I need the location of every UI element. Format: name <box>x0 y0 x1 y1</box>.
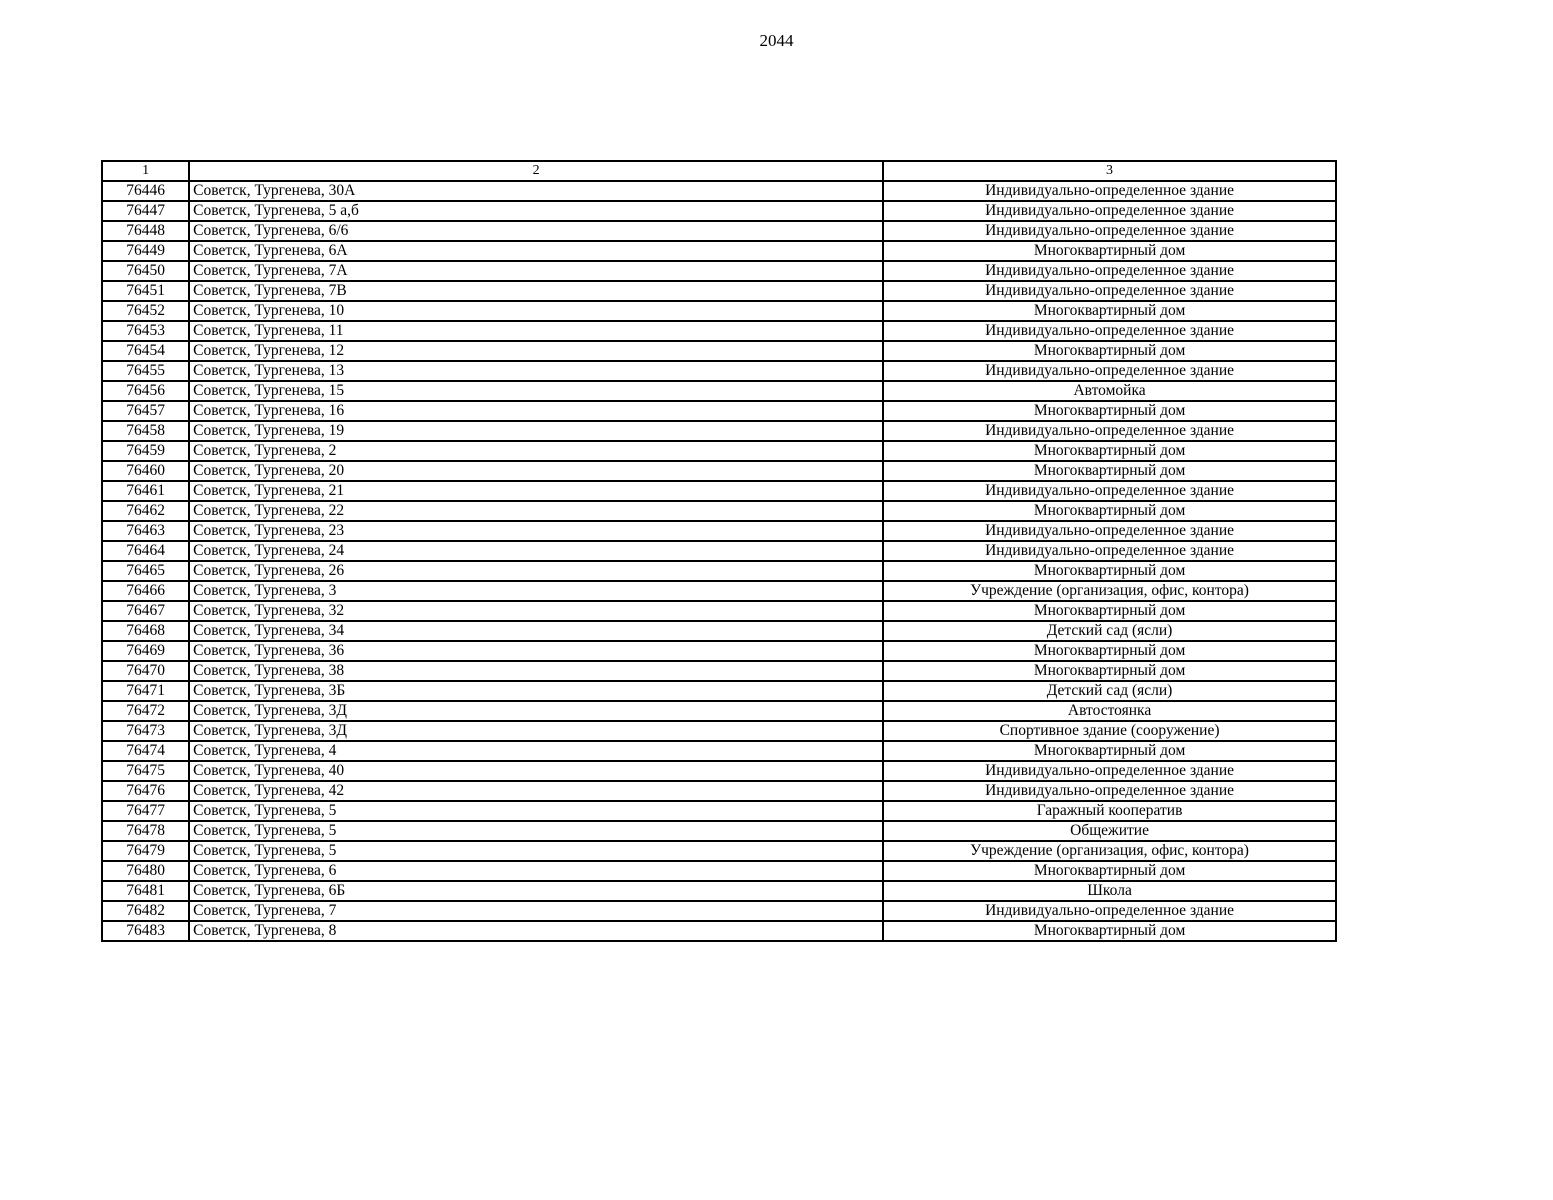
table-row <box>102 821 1336 841</box>
table-row <box>102 181 1336 201</box>
row-number-cell: 76460 <box>102 461 189 481</box>
table-row <box>102 741 1336 761</box>
address-cell: Советск, Тургенева, 8 <box>189 921 883 941</box>
table-row <box>102 781 1336 801</box>
row-number-cell: 76454 <box>102 341 189 361</box>
building-type-cell: Учреждение (организация, офис, контора) <box>883 581 1336 601</box>
building-type-cell: Индивидуально-определенное здание <box>883 421 1336 441</box>
address-cell: Советск, Тургенева, 4 <box>189 741 883 761</box>
column-header-1: 1 <box>102 161 189 181</box>
table-row <box>102 921 1336 941</box>
row-number-cell: 76480 <box>102 861 189 881</box>
table-row <box>102 461 1336 481</box>
row-number-cell: 76449 <box>102 241 189 261</box>
building-type-cell: Индивидуально-определенное здание <box>883 201 1336 221</box>
page-number: 2044 <box>759 31 794 50</box>
table-row <box>102 601 1336 621</box>
address-cell: Советск, Тургенева, 15 <box>189 381 883 401</box>
address-cell: Советск, Тургенева, 22 <box>189 501 883 521</box>
row-number-cell: 76475 <box>102 761 189 781</box>
table-row <box>102 481 1336 501</box>
table-row <box>102 201 1336 221</box>
row-number-cell: 76481 <box>102 881 189 901</box>
building-type-cell: Индивидуально-определенное здание <box>883 261 1336 281</box>
building-type-cell: Многоквартирный дом <box>883 241 1336 261</box>
building-type-cell: Индивидуально-определенное здание <box>883 541 1336 561</box>
building-type-cell: Индивидуально-определенное здание <box>883 361 1336 381</box>
row-number-cell: 76472 <box>102 701 189 721</box>
building-type-cell: Многоквартирный дом <box>883 741 1336 761</box>
address-cell: Советск, Тургенева, 6 <box>189 861 883 881</box>
address-cell: Советск, Тургенева, 6/6 <box>189 221 883 241</box>
address-cell: Советск, Тургенева, 5 <box>189 841 883 861</box>
address-cell: Советск, Тургенева, 34 <box>189 621 883 641</box>
building-type-cell: Многоквартирный дом <box>883 461 1336 481</box>
row-number-cell: 76455 <box>102 361 189 381</box>
register-table <box>101 160 1337 942</box>
table-row <box>102 581 1336 601</box>
table-row <box>102 441 1336 461</box>
table-row <box>102 801 1336 821</box>
row-number-cell: 76466 <box>102 581 189 601</box>
building-type-cell: Многоквартирный дом <box>883 601 1336 621</box>
table-row <box>102 501 1336 521</box>
table-row <box>102 681 1336 701</box>
table-row <box>102 421 1336 441</box>
building-type-cell: Многоквартирный дом <box>883 301 1336 321</box>
row-number-cell: 76473 <box>102 721 189 741</box>
building-type-cell: Многоквартирный дом <box>883 501 1336 521</box>
column-header-3: 3 <box>883 161 1336 181</box>
address-cell: Советск, Тургенева, 6Б <box>189 881 883 901</box>
row-number-cell: 76461 <box>102 481 189 501</box>
building-type-cell: Многоквартирный дом <box>883 401 1336 421</box>
row-number-cell: 76479 <box>102 841 189 861</box>
address-cell: Советск, Тургенева, 26 <box>189 561 883 581</box>
table-row <box>102 281 1336 301</box>
table-row <box>102 261 1336 281</box>
address-cell: Советск, Тургенева, 11 <box>189 321 883 341</box>
row-number-cell: 76447 <box>102 201 189 221</box>
row-number-cell: 76470 <box>102 661 189 681</box>
table-row <box>102 901 1336 921</box>
building-type-cell: Детский сад (ясли) <box>883 681 1336 701</box>
building-type-cell: Спортивное здание (сооружение) <box>883 721 1336 741</box>
address-cell: Советск, Тургенева, 13 <box>189 361 883 381</box>
building-type-cell: Индивидуально-определенное здание <box>883 761 1336 781</box>
table-row <box>102 241 1336 261</box>
table-row <box>102 561 1336 581</box>
row-number-cell: 76452 <box>102 301 189 321</box>
column-header-2: 2 <box>189 161 883 181</box>
building-type-cell: Многоквартирный дом <box>883 861 1336 881</box>
table-row <box>102 761 1336 781</box>
row-number-cell: 76468 <box>102 621 189 641</box>
address-cell: Советск, Тургенева, 40 <box>189 761 883 781</box>
row-number-cell: 76448 <box>102 221 189 241</box>
building-type-cell: Индивидуально-определенное здание <box>883 321 1336 341</box>
building-type-cell: Многоквартирный дом <box>883 921 1336 941</box>
table-row <box>102 361 1336 381</box>
address-cell: Советск, Тургенева, 5 <box>189 821 883 841</box>
address-cell: Советск, Тургенева, 16 <box>189 401 883 421</box>
row-number-cell: 76456 <box>102 381 189 401</box>
address-cell: Советск, Тургенева, 24 <box>189 541 883 561</box>
row-number-cell: 76446 <box>102 181 189 201</box>
table-row <box>102 701 1336 721</box>
address-cell: Советск, Тургенева, 36 <box>189 641 883 661</box>
row-number-cell: 76453 <box>102 321 189 341</box>
row-number-cell: 76474 <box>102 741 189 761</box>
row-number-cell: 76451 <box>102 281 189 301</box>
building-type-cell: Общежитие <box>883 821 1336 841</box>
table-row <box>102 841 1336 861</box>
row-number-cell: 76462 <box>102 501 189 521</box>
table-header-row <box>102 161 1336 181</box>
table-row <box>102 661 1336 681</box>
table-row <box>102 321 1336 341</box>
building-type-cell: Многоквартирный дом <box>883 341 1336 361</box>
row-number-cell: 76482 <box>102 901 189 921</box>
building-type-cell: Многоквартирный дом <box>883 441 1336 461</box>
address-cell: Советск, Тургенева, 2 <box>189 441 883 461</box>
address-cell: Советск, Тургенева, 7В <box>189 281 883 301</box>
address-cell: Советск, Тургенева, 38 <box>189 661 883 681</box>
row-number-cell: 76467 <box>102 601 189 621</box>
building-type-cell: Индивидуально-определенное здание <box>883 481 1336 501</box>
row-number-cell: 76458 <box>102 421 189 441</box>
table-row <box>102 521 1336 541</box>
building-type-cell: Индивидуально-определенное здание <box>883 281 1336 301</box>
address-cell: Советск, Тургенева, 3 <box>189 581 883 601</box>
address-cell: Советск, Тургенева, 3Д <box>189 701 883 721</box>
building-type-cell: Индивидуально-определенное здание <box>883 901 1336 921</box>
address-cell: Советск, Тургенева, 7 <box>189 901 883 921</box>
address-cell: Советск, Тургенева, 5 <box>189 801 883 821</box>
address-cell: Советск, Тургенева, 19 <box>189 421 883 441</box>
building-type-cell: Автостоянка <box>883 701 1336 721</box>
building-type-cell: Индивидуально-определенное здание <box>883 521 1336 541</box>
row-number-cell: 76471 <box>102 681 189 701</box>
row-number-cell: 76463 <box>102 521 189 541</box>
address-cell: Советск, Тургенева, 42 <box>189 781 883 801</box>
address-cell: Советск, Тургенева, 3Д <box>189 721 883 741</box>
table-row <box>102 621 1336 641</box>
row-number-cell: 76465 <box>102 561 189 581</box>
building-type-cell: Детский сад (ясли) <box>883 621 1336 641</box>
building-type-cell: Многоквартирный дом <box>883 661 1336 681</box>
table-row <box>102 861 1336 881</box>
table-row <box>102 641 1336 661</box>
address-cell: Советск, Тургенева, 3Б <box>189 681 883 701</box>
building-type-cell: Индивидуально-определенное здание <box>883 221 1336 241</box>
address-cell: Советск, Тургенева, 32 <box>189 601 883 621</box>
address-cell: Советск, Тургенева, 21 <box>189 481 883 501</box>
row-number-cell: 76469 <box>102 641 189 661</box>
building-type-cell: Учреждение (организация, офис, контора) <box>883 841 1336 861</box>
address-cell: Советск, Тургенева, 5 а,б <box>189 201 883 221</box>
register-table-body <box>102 161 1336 941</box>
address-cell: Советск, Тургенева, 23 <box>189 521 883 541</box>
row-number-cell: 76483 <box>102 921 189 941</box>
table-row <box>102 401 1336 421</box>
row-number-cell: 76450 <box>102 261 189 281</box>
building-type-cell: Индивидуально-определенное здание <box>883 781 1336 801</box>
address-cell: Советск, Тургенева, 20 <box>189 461 883 481</box>
row-number-cell: 76459 <box>102 441 189 461</box>
building-type-cell: Школа <box>883 881 1336 901</box>
table-row <box>102 301 1336 321</box>
table-row <box>102 221 1336 241</box>
row-number-cell: 76457 <box>102 401 189 421</box>
address-cell: Советск, Тургенева, 10 <box>189 301 883 321</box>
address-cell: Советск, Тургенева, 6А <box>189 241 883 261</box>
row-number-cell: 76477 <box>102 801 189 821</box>
row-number-cell: 76464 <box>102 541 189 561</box>
table-row <box>102 541 1336 561</box>
row-number-cell: 76478 <box>102 821 189 841</box>
table-row <box>102 341 1336 361</box>
building-type-cell: Многоквартирный дом <box>883 561 1336 581</box>
table-row <box>102 881 1336 901</box>
building-type-cell: Гаражный кооператив <box>883 801 1336 821</box>
building-type-cell: Автомойка <box>883 381 1336 401</box>
building-type-cell: Индивидуально-определенное здание <box>883 181 1336 201</box>
row-number-cell: 76476 <box>102 781 189 801</box>
building-type-cell: Многоквартирный дом <box>883 641 1336 661</box>
address-cell: Советск, Тургенева, 7А <box>189 261 883 281</box>
address-cell: Советск, Тургенева, 30А <box>189 181 883 201</box>
table-row <box>102 381 1336 401</box>
table-row <box>102 721 1336 741</box>
address-cell: Советск, Тургенева, 12 <box>189 341 883 361</box>
